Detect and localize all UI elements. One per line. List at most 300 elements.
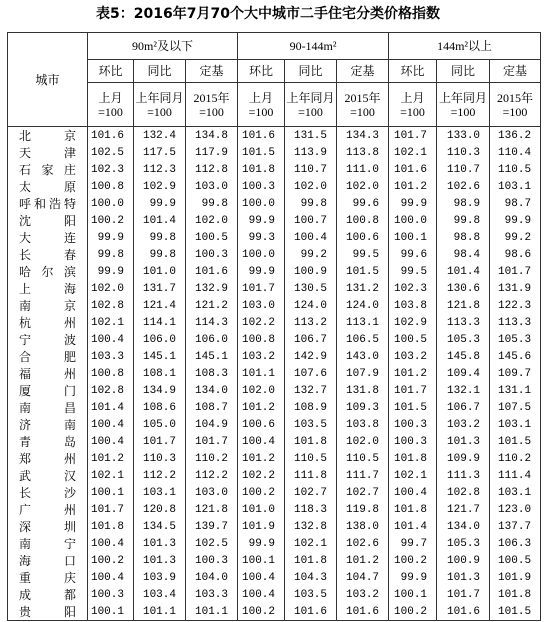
index-value: 112.3 xyxy=(134,161,186,178)
index-value: 112.2 xyxy=(186,467,238,484)
index-value: 98.6 xyxy=(490,246,541,263)
measure-header-fixed-base: 定基 xyxy=(337,60,389,83)
city-name: 厦门 xyxy=(19,383,76,398)
header-row-measures xyxy=(8,60,541,83)
index-value: 121.4 xyxy=(134,297,186,314)
index-value: 113.3 xyxy=(437,314,490,331)
index-value: 106.7 xyxy=(437,399,490,416)
index-value: 124.0 xyxy=(285,297,337,314)
index-value: 121.2 xyxy=(186,297,238,314)
index-value: 101.8 xyxy=(285,433,337,450)
index-value: 100.4 xyxy=(88,433,134,450)
index-value: 101.5 xyxy=(238,144,285,161)
table-row xyxy=(8,450,541,467)
index-value: 143.0 xyxy=(337,348,389,365)
index-value: 100.9 xyxy=(285,263,337,280)
index-value: 103.2 xyxy=(389,348,437,365)
index-value: 100.3 xyxy=(238,178,285,195)
index-value: 100.8 xyxy=(88,365,134,382)
index-value: 119.8 xyxy=(337,501,389,518)
city-name: 呼和浩特 xyxy=(19,196,76,211)
index-value: 101.7 xyxy=(389,382,437,399)
index-value: 105.3 xyxy=(437,331,490,348)
index-value: 102.2 xyxy=(238,314,285,331)
index-value: 110.3 xyxy=(437,144,490,161)
index-value: 131.8 xyxy=(337,382,389,399)
index-value: 100.4 xyxy=(238,433,285,450)
index-value: 98.9 xyxy=(437,195,490,212)
index-value: 102.7 xyxy=(337,484,389,501)
index-value: 101.4 xyxy=(134,212,186,229)
index-value: 106.0 xyxy=(134,331,186,348)
index-value: 99.9 xyxy=(134,195,186,212)
index-value: 101.3 xyxy=(134,552,186,569)
index-value: 101.6 xyxy=(389,161,437,178)
index-value: 102.0 xyxy=(337,433,389,450)
index-value: 101.5 xyxy=(490,433,541,450)
city-cell xyxy=(8,195,88,212)
index-value: 134.5 xyxy=(134,518,186,535)
index-value: 102.0 xyxy=(337,178,389,195)
city-name: 贵阳 xyxy=(19,604,76,619)
index-value: 99.6 xyxy=(337,195,389,212)
index-value: 110.4 xyxy=(490,144,541,161)
index-value: 111.7 xyxy=(337,467,389,484)
index-value: 107.9 xyxy=(337,365,389,382)
index-value: 100.0 xyxy=(238,195,285,212)
index-value: 101.4 xyxy=(88,399,134,416)
index-value: 100.5 xyxy=(186,229,238,246)
city-cell xyxy=(8,314,88,331)
index-value: 120.8 xyxy=(134,501,186,518)
group-header-90-and-below: 90m²及以下 xyxy=(88,33,238,60)
city-cell xyxy=(8,535,88,552)
city-cell xyxy=(8,569,88,586)
index-value: 113.9 xyxy=(285,144,337,161)
index-value: 101.9 xyxy=(238,518,285,535)
city-cell xyxy=(8,603,88,621)
header-row-base-periods xyxy=(8,83,541,127)
index-value: 131.9 xyxy=(490,280,541,297)
index-value: 132.1 xyxy=(437,382,490,399)
index-value: 117.9 xyxy=(186,144,238,161)
index-value: 134.9 xyxy=(134,382,186,399)
city-cell xyxy=(8,416,88,433)
index-value: 103.2 xyxy=(437,416,490,433)
table-row xyxy=(8,144,541,161)
index-value: 114.3 xyxy=(186,314,238,331)
index-value: 102.0 xyxy=(285,178,337,195)
index-value: 100.9 xyxy=(437,552,490,569)
index-value: 110.3 xyxy=(134,450,186,467)
city-name: 济南 xyxy=(19,417,76,432)
index-value: 101.2 xyxy=(389,365,437,382)
index-value: 99.2 xyxy=(490,229,541,246)
index-value: 139.7 xyxy=(186,518,238,535)
index-value: 101.3 xyxy=(437,433,490,450)
index-value: 113.1 xyxy=(337,314,389,331)
table-row xyxy=(8,586,541,603)
index-value: 102.0 xyxy=(88,280,134,297)
index-value: 102.6 xyxy=(337,535,389,552)
index-value: 98.8 xyxy=(437,229,490,246)
city-cell xyxy=(8,178,88,195)
city-cell xyxy=(8,246,88,263)
index-value: 103.1 xyxy=(490,484,541,501)
city-cell xyxy=(8,552,88,569)
index-value: 102.6 xyxy=(437,178,490,195)
index-value: 134.0 xyxy=(437,518,490,535)
table-row xyxy=(8,501,541,518)
table-body xyxy=(8,127,541,621)
index-value: 105.3 xyxy=(437,535,490,552)
index-value: 101.5 xyxy=(490,603,541,621)
index-value: 100.1 xyxy=(88,603,134,621)
index-value: 113.2 xyxy=(285,314,337,331)
city-cell xyxy=(8,433,88,450)
index-value: 137.7 xyxy=(490,518,541,535)
index-value: 110.2 xyxy=(490,450,541,467)
base-header-2015: 2015年 =100 xyxy=(186,83,238,127)
index-value: 100.1 xyxy=(238,552,285,569)
index-value: 118.3 xyxy=(285,501,337,518)
city-name: 太原 xyxy=(19,179,76,194)
city-name: 武汉 xyxy=(19,468,76,483)
index-value: 105.0 xyxy=(134,416,186,433)
index-value: 103.0 xyxy=(186,178,238,195)
index-value: 109.3 xyxy=(337,399,389,416)
index-value: 100.2 xyxy=(88,552,134,569)
city-name: 石家庄 xyxy=(19,162,76,177)
index-value: 99.9 xyxy=(88,263,134,280)
index-value: 101.7 xyxy=(437,586,490,603)
index-value: 106.5 xyxy=(337,331,389,348)
index-value: 101.6 xyxy=(186,263,238,280)
index-value: 100.8 xyxy=(88,178,134,195)
index-value: 103.4 xyxy=(134,586,186,603)
city-name: 长沙 xyxy=(19,485,76,500)
index-value: 101.9 xyxy=(490,569,541,586)
index-value: 103.1 xyxy=(134,484,186,501)
index-value: 102.8 xyxy=(437,484,490,501)
index-value: 99.8 xyxy=(134,229,186,246)
city-cell xyxy=(8,450,88,467)
index-value: 100.4 xyxy=(389,484,437,501)
index-value: 107.6 xyxy=(285,365,337,382)
index-value: 132.8 xyxy=(285,518,337,535)
city-cell xyxy=(8,382,88,399)
index-value: 101.0 xyxy=(238,501,285,518)
table-row xyxy=(8,229,541,246)
index-value: 99.9 xyxy=(238,535,285,552)
index-value: 112.2 xyxy=(134,467,186,484)
index-value: 101.8 xyxy=(490,586,541,603)
city-name: 长春 xyxy=(19,247,76,262)
index-value: 104.3 xyxy=(285,569,337,586)
city-cell xyxy=(8,297,88,314)
city-cell xyxy=(8,399,88,416)
index-value: 100.4 xyxy=(88,535,134,552)
index-value: 106.3 xyxy=(490,535,541,552)
index-value: 101.8 xyxy=(238,161,285,178)
index-value: 103.2 xyxy=(337,586,389,603)
city-name: 广州 xyxy=(19,502,76,517)
city-name: 宁波 xyxy=(19,332,76,347)
index-value: 101.7 xyxy=(134,433,186,450)
index-value: 100.1 xyxy=(389,586,437,603)
measure-header-fixed-base: 定基 xyxy=(186,60,238,83)
index-value: 112.8 xyxy=(186,161,238,178)
index-value: 99.9 xyxy=(389,195,437,212)
index-value: 136.2 xyxy=(490,127,541,145)
index-value: 101.1 xyxy=(238,365,285,382)
index-value: 99.8 xyxy=(285,195,337,212)
index-value: 132.4 xyxy=(134,127,186,145)
index-value: 134.3 xyxy=(337,127,389,145)
index-value: 111.4 xyxy=(490,467,541,484)
index-value: 99.5 xyxy=(337,246,389,263)
group-header-144-and-above: 144m²以上 xyxy=(389,33,541,60)
city-cell xyxy=(8,501,88,518)
index-value: 130.5 xyxy=(285,280,337,297)
index-value: 131.2 xyxy=(337,280,389,297)
index-value: 100.4 xyxy=(285,229,337,246)
index-value: 102.2 xyxy=(238,467,285,484)
index-value: 101.6 xyxy=(285,603,337,621)
index-value: 117.5 xyxy=(134,144,186,161)
index-value: 101.7 xyxy=(490,263,541,280)
index-value: 100.8 xyxy=(238,331,285,348)
index-value: 101.7 xyxy=(238,280,285,297)
index-value: 101.4 xyxy=(389,518,437,535)
index-value: 145.1 xyxy=(186,348,238,365)
index-value: 102.0 xyxy=(238,382,285,399)
index-value: 110.7 xyxy=(437,161,490,178)
index-value: 98.4 xyxy=(437,246,490,263)
index-value: 101.1 xyxy=(186,603,238,621)
index-value: 130.6 xyxy=(437,280,490,297)
index-value: 102.8 xyxy=(88,382,134,399)
index-value: 101.2 xyxy=(88,450,134,467)
table-row xyxy=(8,552,541,569)
index-value: 103.1 xyxy=(490,416,541,433)
index-value: 102.5 xyxy=(88,144,134,161)
city-name: 杭州 xyxy=(19,315,76,330)
city-cell xyxy=(8,229,88,246)
city-name: 天津 xyxy=(19,145,76,160)
table-row xyxy=(8,365,541,382)
table-row xyxy=(8,263,541,280)
index-value: 101.2 xyxy=(238,399,285,416)
city-name: 成都 xyxy=(19,587,76,602)
table-row xyxy=(8,467,541,484)
index-value: 98.7 xyxy=(490,195,541,212)
index-value: 100.4 xyxy=(238,569,285,586)
city-cell xyxy=(8,518,88,535)
index-value: 103.3 xyxy=(88,348,134,365)
table-row xyxy=(8,518,541,535)
index-value: 101.7 xyxy=(389,127,437,145)
base-header-last-month: 上月 =100 xyxy=(389,83,437,127)
city-cell xyxy=(8,280,88,297)
city-cell xyxy=(8,586,88,603)
index-value: 121.7 xyxy=(437,501,490,518)
index-value: 111.3 xyxy=(437,467,490,484)
city-cell xyxy=(8,263,88,280)
index-value: 100.5 xyxy=(389,331,437,348)
city-name: 郑州 xyxy=(19,451,76,466)
index-value: 102.3 xyxy=(389,280,437,297)
index-value: 110.5 xyxy=(337,450,389,467)
index-value: 108.9 xyxy=(285,399,337,416)
index-value: 101.8 xyxy=(88,518,134,535)
index-value: 100.8 xyxy=(337,212,389,229)
city-name: 上海 xyxy=(19,281,76,296)
index-value: 102.9 xyxy=(134,178,186,195)
index-value: 110.2 xyxy=(186,450,238,467)
index-value: 101.1 xyxy=(134,603,186,621)
index-value: 124.0 xyxy=(337,297,389,314)
index-value: 99.9 xyxy=(88,229,134,246)
index-value: 101.5 xyxy=(337,263,389,280)
index-value: 101.3 xyxy=(134,535,186,552)
city-name: 大连 xyxy=(19,230,76,245)
index-value: 101.6 xyxy=(238,127,285,145)
measure-header-year-on-year: 同比 xyxy=(285,60,337,83)
table-row xyxy=(8,212,541,229)
index-value: 138.0 xyxy=(337,518,389,535)
index-value: 100.3 xyxy=(389,433,437,450)
measure-header-fixed-base: 定基 xyxy=(490,60,541,83)
index-value: 104.0 xyxy=(186,569,238,586)
city-cell xyxy=(8,348,88,365)
city-cell xyxy=(8,144,88,161)
city-name: 沈阳 xyxy=(19,213,76,228)
index-value: 100.6 xyxy=(238,416,285,433)
index-value: 134.8 xyxy=(186,127,238,145)
city-name: 南宁 xyxy=(19,536,76,551)
index-value: 103.0 xyxy=(186,484,238,501)
index-value: 108.6 xyxy=(134,399,186,416)
index-value: 99.9 xyxy=(490,212,541,229)
index-value: 101.7 xyxy=(88,501,134,518)
index-value: 108.7 xyxy=(186,399,238,416)
city-cell xyxy=(8,127,88,145)
city-name: 深圳 xyxy=(19,519,76,534)
city-cell xyxy=(8,212,88,229)
base-header-same-month-last-year: 上年同月 =100 xyxy=(285,83,337,127)
index-value: 100.4 xyxy=(238,586,285,603)
index-value: 101.8 xyxy=(389,501,437,518)
index-value: 113.8 xyxy=(337,144,389,161)
table-row xyxy=(8,399,541,416)
index-value: 99.5 xyxy=(389,263,437,280)
index-value: 100.0 xyxy=(238,246,285,263)
index-value: 103.5 xyxy=(285,586,337,603)
index-value: 108.3 xyxy=(186,365,238,382)
table-row xyxy=(8,195,541,212)
index-value: 101.2 xyxy=(389,178,437,195)
index-value: 102.9 xyxy=(389,314,437,331)
index-value: 99.9 xyxy=(389,569,437,586)
index-value: 101.3 xyxy=(437,569,490,586)
index-value: 100.3 xyxy=(88,586,134,603)
table-row xyxy=(8,484,541,501)
index-value: 100.4 xyxy=(88,569,134,586)
index-value: 132.7 xyxy=(285,382,337,399)
index-value: 100.2 xyxy=(389,603,437,621)
index-value: 102.3 xyxy=(88,161,134,178)
measure-header-year-on-year: 同比 xyxy=(437,60,490,83)
index-value: 100.4 xyxy=(88,331,134,348)
index-value: 102.7 xyxy=(285,484,337,501)
index-value: 99.9 xyxy=(238,263,285,280)
index-value: 99.8 xyxy=(88,246,134,263)
base-header-same-month-last-year: 上年同月 =100 xyxy=(134,83,186,127)
index-value: 101.2 xyxy=(337,552,389,569)
index-value: 99.9 xyxy=(238,212,285,229)
table-row xyxy=(8,603,541,621)
index-value: 102.5 xyxy=(186,535,238,552)
index-value: 106.0 xyxy=(186,331,238,348)
index-value: 100.3 xyxy=(186,552,238,569)
city-cell xyxy=(8,467,88,484)
index-value: 99.6 xyxy=(389,246,437,263)
index-value: 100.0 xyxy=(389,212,437,229)
index-value: 101.6 xyxy=(437,603,490,621)
index-value: 102.8 xyxy=(88,297,134,314)
measure-header-month-on-month: 环比 xyxy=(389,60,437,83)
index-value: 133.0 xyxy=(437,127,490,145)
index-value: 101.6 xyxy=(88,127,134,145)
price-index-table xyxy=(7,32,541,621)
city-name: 合肥 xyxy=(19,349,76,364)
measure-header-year-on-year: 同比 xyxy=(134,60,186,83)
index-value: 121.8 xyxy=(186,501,238,518)
index-value: 104.9 xyxy=(186,416,238,433)
index-value: 145.8 xyxy=(437,348,490,365)
city-column-header: 城市 xyxy=(8,33,88,127)
index-value: 100.1 xyxy=(389,229,437,246)
table-row xyxy=(8,382,541,399)
index-value: 110.5 xyxy=(285,450,337,467)
index-value: 110.7 xyxy=(285,161,337,178)
table-row xyxy=(8,314,541,331)
table-row xyxy=(8,331,541,348)
index-value: 102.0 xyxy=(186,212,238,229)
table-row xyxy=(8,178,541,195)
group-header-90-to-144: 90-144m² xyxy=(238,33,389,60)
index-value: 103.5 xyxy=(285,416,337,433)
index-value: 100.2 xyxy=(238,603,285,621)
index-value: 132.9 xyxy=(186,280,238,297)
index-value: 99.7 xyxy=(389,535,437,552)
index-value: 121.8 xyxy=(437,297,490,314)
index-value: 113.3 xyxy=(490,314,541,331)
table-title: 表5：2016年7月70个大中城市二手住宅分类价格指数 xyxy=(96,6,440,22)
index-value: 142.9 xyxy=(285,348,337,365)
index-value: 102.1 xyxy=(389,467,437,484)
index-value: 131.5 xyxy=(285,127,337,145)
base-header-last-month: 上月 =100 xyxy=(88,83,134,127)
index-value: 102.1 xyxy=(88,314,134,331)
index-value: 111.8 xyxy=(285,467,337,484)
base-header-2015: 2015年 =100 xyxy=(337,83,389,127)
city-name: 北京 xyxy=(19,128,76,143)
index-value: 103.8 xyxy=(337,416,389,433)
index-value: 102.1 xyxy=(389,144,437,161)
measure-header-month-on-month: 环比 xyxy=(88,60,134,83)
